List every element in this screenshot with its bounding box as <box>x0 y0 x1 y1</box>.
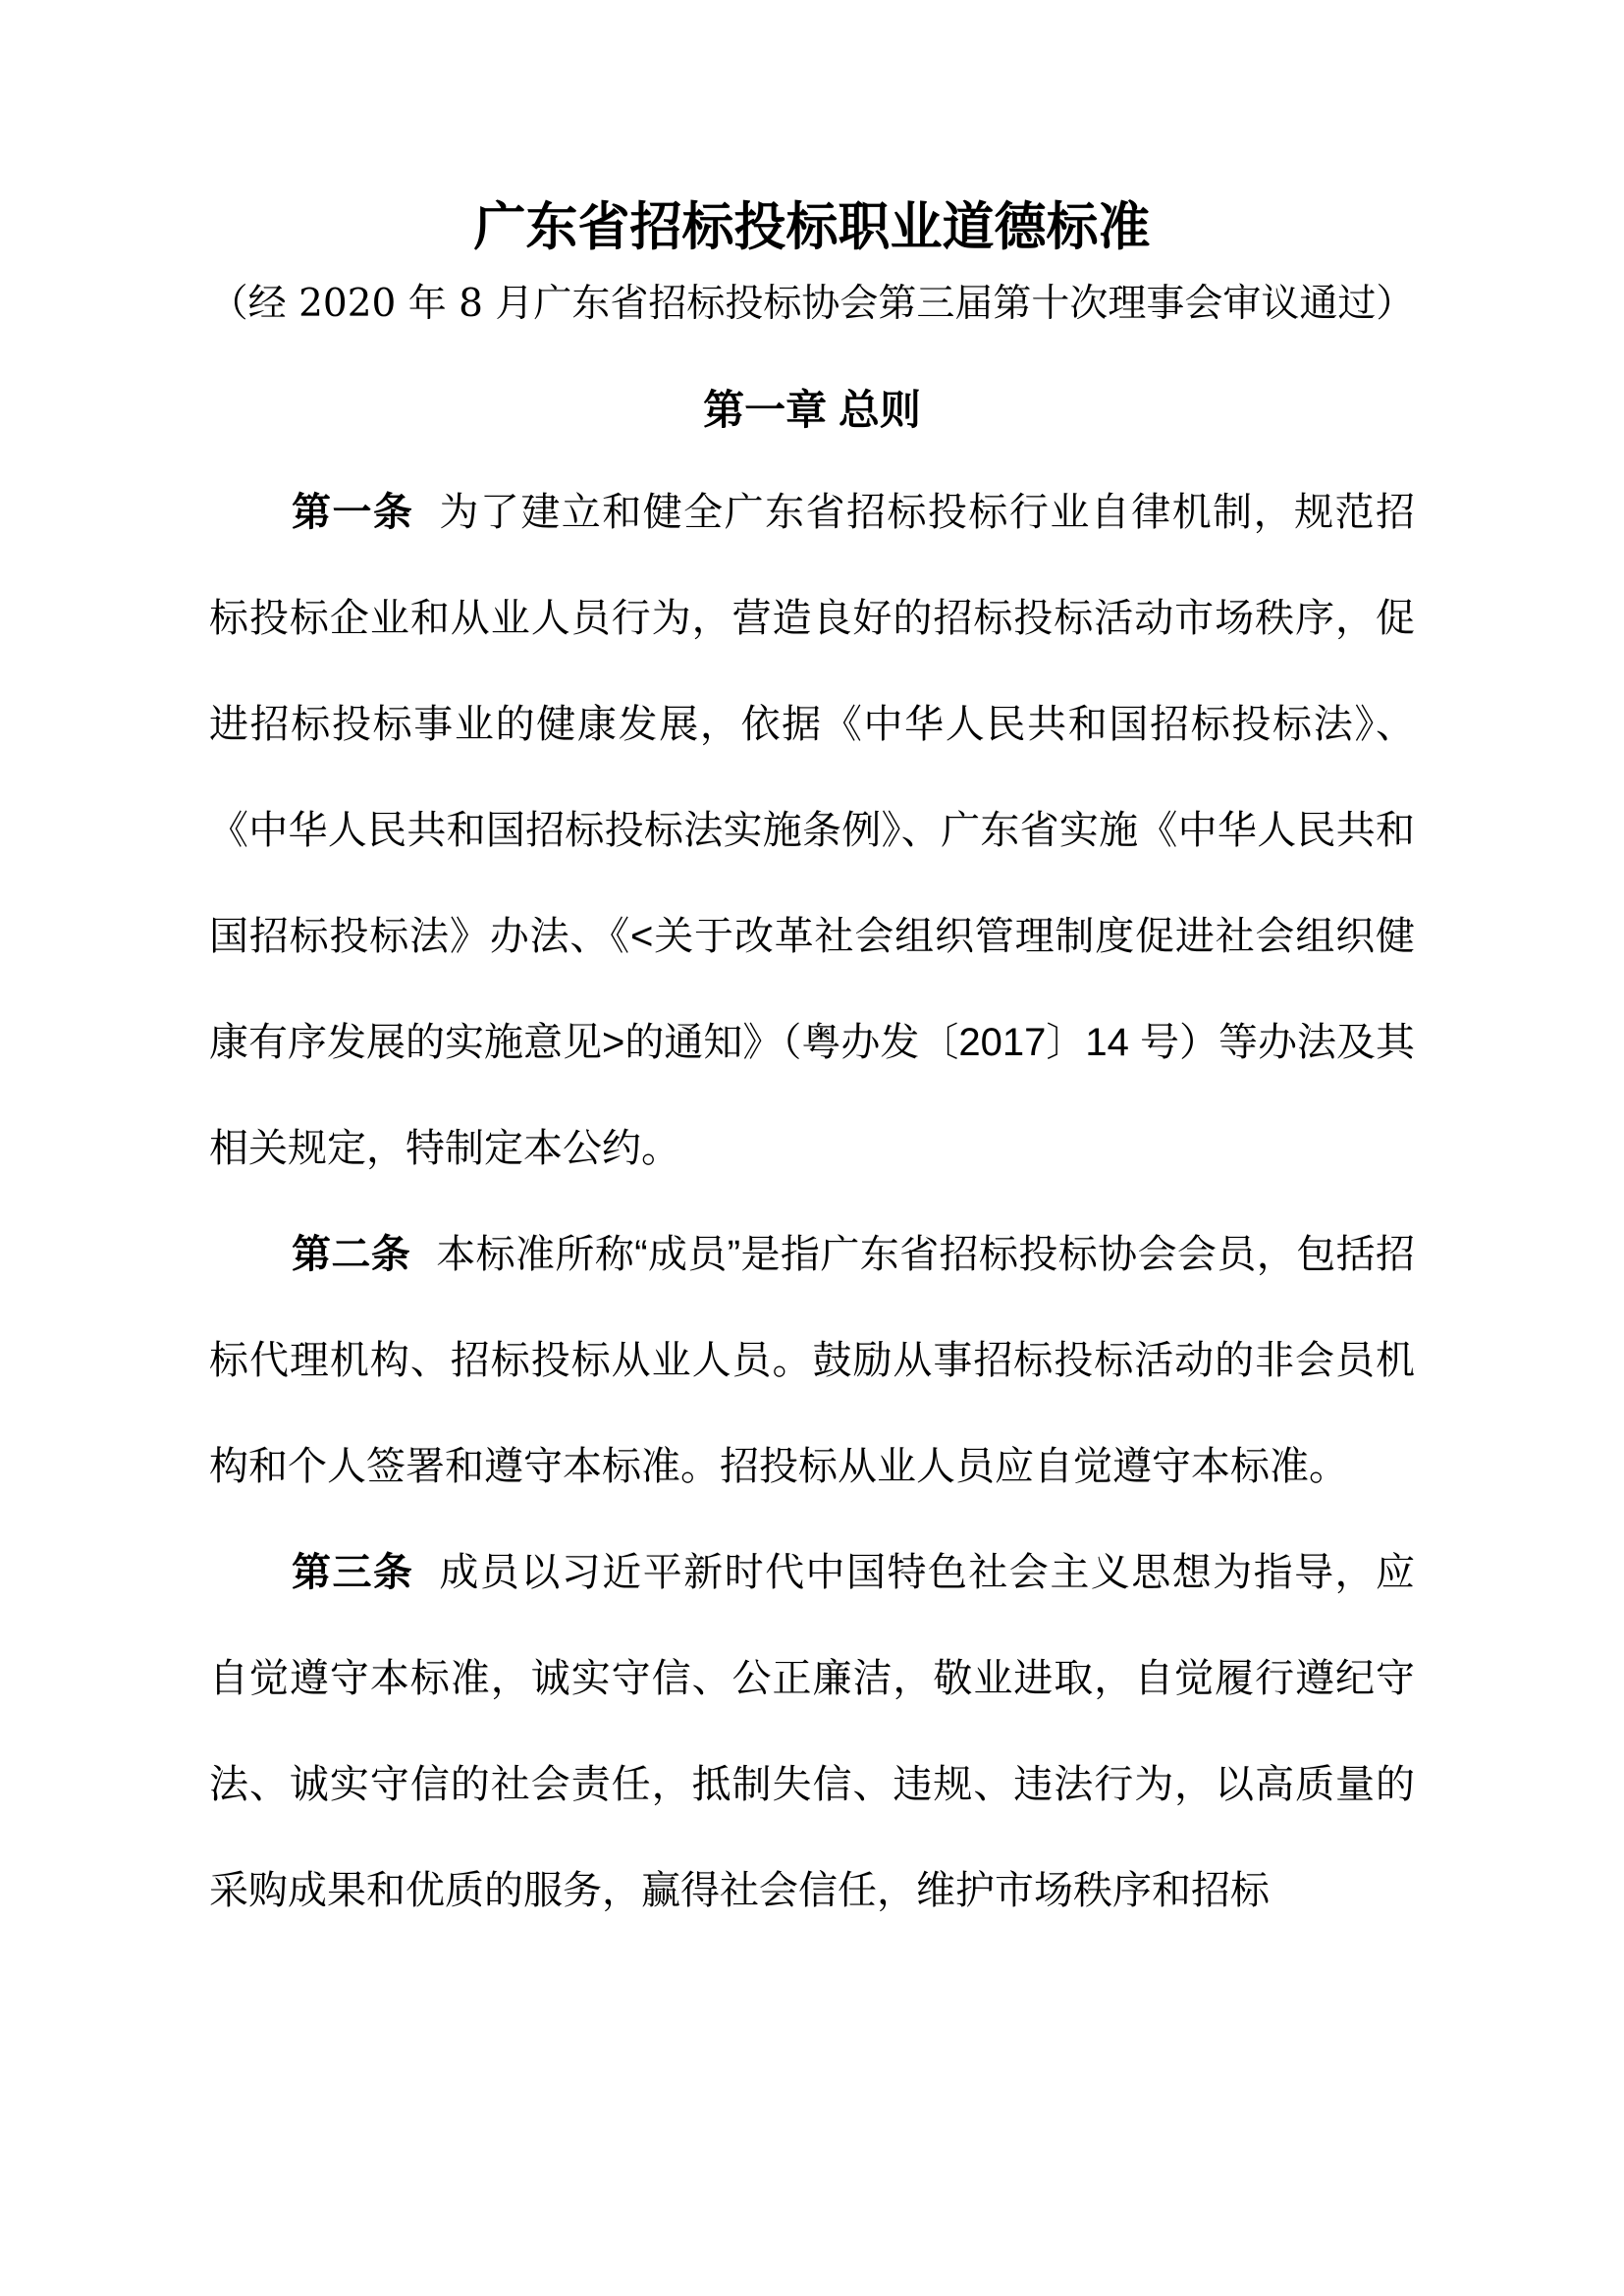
article-3-text: 成员以习近平新时代中国特色社会主义思想为指导，应自觉遵守本标准，诚实守信、公正廉洁，敬业进取，自觉履行遵纪守法、诚实守信的社会责任，抵制失信、违规、违法行为，以高质量的采购成果和优质的服务，赢得社会信任，维护市场秩序和招标 <box>209 1551 1416 1912</box>
article-3-label: 第三条 <box>292 1551 414 1594</box>
document-title: 广东省招标投标职业道德标准 <box>473 198 1151 256</box>
article-2-text: 本标准所称“成员”是指广东省招标投标协会会员，包括招标代理机构、招标投标从业人员。鼓励从事招标投标活动的非会员机构和个人签署和遵守本标准。招投标从业人员应自觉遵守本标准。 <box>209 1233 1416 1488</box>
article-1 <box>209 459 1415 1201</box>
chapter-heading: 第一章 总则 <box>703 387 921 433</box>
approval-note: （经 2020 年 8 月广东省招标投标协会第三届第十次理事会审议通过） <box>209 282 1415 326</box>
document-body <box>209 459 1415 1944</box>
article-2 <box>209 1201 1415 1520</box>
article-1-label: 第一条 <box>292 491 414 534</box>
article-3 <box>209 1520 1415 1944</box>
article-1-text: 为了建立和健全广东省招标投标行业自律机制，规范招标投标企业和从业人员行为，营造良好的招标投标活动市场秩序，促进招标投标事业的健康发展，依据《中华人民共和国招标投标法》、《中华人民共和国招标投标法实施条例》、广东省实施《中华人民共和国招标投标法》办法、《<关于改革社会组织管理制度促进社会组织健康有序发展的实施意见>的通知》（粤办发〔2017〕14 号）等办法及其相关规定，特制定本公约。 <box>209 491 1416 1170</box>
article-2-label: 第二条 <box>292 1233 411 1276</box>
